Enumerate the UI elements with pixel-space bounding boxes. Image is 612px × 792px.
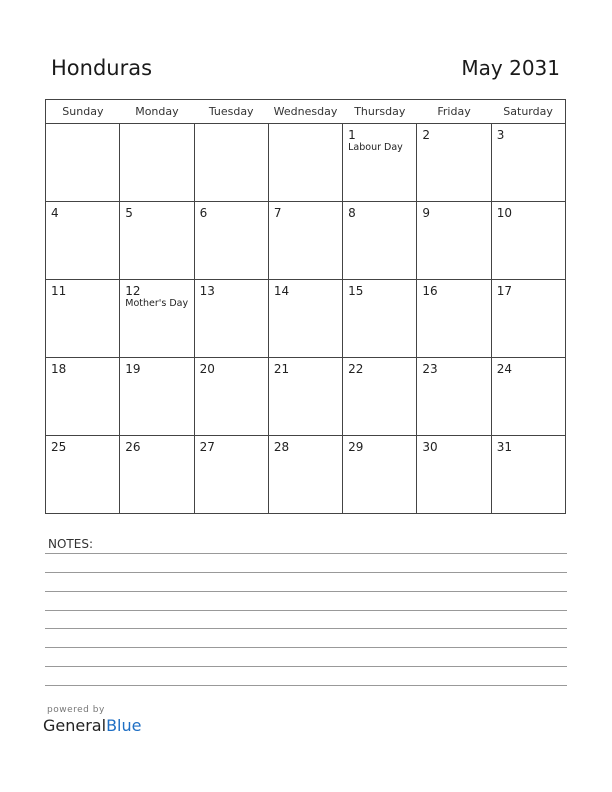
notes-line	[45, 591, 567, 592]
day-number: 18	[51, 362, 67, 376]
calendar-week-row	[46, 124, 566, 202]
day-number: 12	[125, 284, 141, 298]
notes-line	[45, 553, 567, 554]
calendar-day-cell	[194, 436, 268, 514]
day-number: 26	[125, 440, 141, 454]
calendar-day-cell	[120, 202, 194, 280]
day-number: 16	[422, 284, 438, 298]
calendar-day-cell	[491, 124, 565, 202]
calendar-day-cell	[120, 358, 194, 436]
day-number: 19	[125, 362, 141, 376]
notes-line	[45, 572, 567, 573]
calendar-day-cell	[491, 280, 565, 358]
calendar-day-cell	[268, 202, 342, 280]
notes-line	[45, 685, 567, 686]
calendar-day-cell	[417, 358, 491, 436]
day-number: 25	[51, 440, 67, 454]
day-number: 27	[199, 440, 215, 454]
day-number: 11	[51, 284, 67, 298]
calendar-day-cell	[417, 124, 491, 202]
calendar-day-cell	[268, 280, 342, 358]
day-number: 4	[51, 206, 59, 220]
calendar-day-cell	[343, 202, 417, 280]
weekday-sunday: Sunday	[46, 100, 120, 124]
notes-line	[45, 647, 567, 648]
calendar-day-cell	[46, 280, 120, 358]
calendar-country-title: Honduras	[51, 56, 153, 80]
day-number: 22	[348, 362, 364, 376]
calendar-day-cell	[343, 124, 417, 202]
powered-by-text: powered by	[47, 705, 105, 715]
calendar-day-cell	[46, 358, 120, 436]
day-number: 28	[273, 440, 290, 454]
calendar-day-cell	[120, 436, 194, 514]
calendar-day-cell	[491, 436, 565, 514]
calendar-day-cell	[46, 124, 120, 202]
weekday-tuesday: Tuesday	[194, 100, 268, 124]
calendar-day-cell	[194, 358, 268, 436]
calendar-day-cell	[417, 202, 491, 280]
day-number: 20	[199, 362, 215, 376]
day-number: 5	[125, 206, 133, 220]
weekday-thursday: Thursday	[343, 100, 417, 124]
day-number: 31	[496, 440, 512, 454]
day-number: 24	[496, 362, 512, 376]
weekday-monday: Monday	[120, 100, 194, 124]
calendar-day-cell	[343, 280, 417, 358]
calendar-day-cell	[46, 202, 120, 280]
calendar-week-row	[46, 358, 566, 436]
calendar-day-cell	[268, 124, 342, 202]
day-number: 10	[496, 206, 512, 220]
day-number: 30	[422, 440, 438, 454]
day-number: 13	[199, 284, 215, 298]
calendar-day-cell	[491, 358, 565, 436]
calendar-day-cell	[491, 202, 565, 280]
brand-general: General	[43, 716, 107, 735]
calendar-day-cell	[417, 436, 491, 514]
day-number: 29	[348, 440, 364, 454]
calendar-day-cell	[268, 358, 342, 436]
calendar-day-cell	[194, 202, 268, 280]
day-number: 15	[348, 284, 364, 298]
calendar-day-cell	[417, 280, 491, 358]
weekday-header-row	[46, 100, 566, 124]
day-number: 2	[422, 128, 431, 142]
notes-line	[45, 628, 567, 629]
day-number: 17	[496, 284, 512, 298]
weekday-saturday: Saturday	[491, 100, 565, 124]
weekday-friday: Friday	[417, 100, 491, 124]
calendar-day-cell	[194, 124, 268, 202]
generalblue-logo	[43, 716, 141, 735]
day-number: 3	[496, 128, 505, 142]
brand-blue: Blue	[106, 716, 142, 735]
day-number: 21	[273, 362, 290, 376]
notes-line	[45, 610, 567, 611]
calendar-month-title: May 2031	[461, 56, 560, 80]
calendar-day-cell	[343, 358, 417, 436]
day-number: 1	[348, 128, 356, 142]
day-number: 14	[273, 284, 290, 298]
calendar-day-cell	[268, 436, 342, 514]
calendar-week-row	[46, 436, 566, 514]
day-number: 9	[422, 206, 431, 220]
calendar-week-row	[46, 202, 566, 280]
day-number: 8	[348, 206, 356, 220]
calendar-day-cell	[120, 280, 194, 358]
day-number: 23	[422, 362, 438, 376]
calendar-day-cell	[120, 124, 194, 202]
calendar-grid	[45, 99, 566, 514]
calendar-day-cell	[343, 436, 417, 514]
day-number: 7	[273, 206, 282, 220]
notes-label: NOTES:	[48, 537, 93, 551]
day-number: 6	[199, 206, 208, 220]
notes-line	[45, 666, 567, 667]
calendar-day-cell	[194, 280, 268, 358]
holiday-label: Mother's Day	[125, 298, 189, 309]
calendar-day-cell	[46, 436, 120, 514]
holiday-label: Labour Day	[348, 142, 403, 153]
calendar-week-row	[46, 280, 566, 358]
weekday-wednesday: Wednesday	[268, 100, 342, 124]
